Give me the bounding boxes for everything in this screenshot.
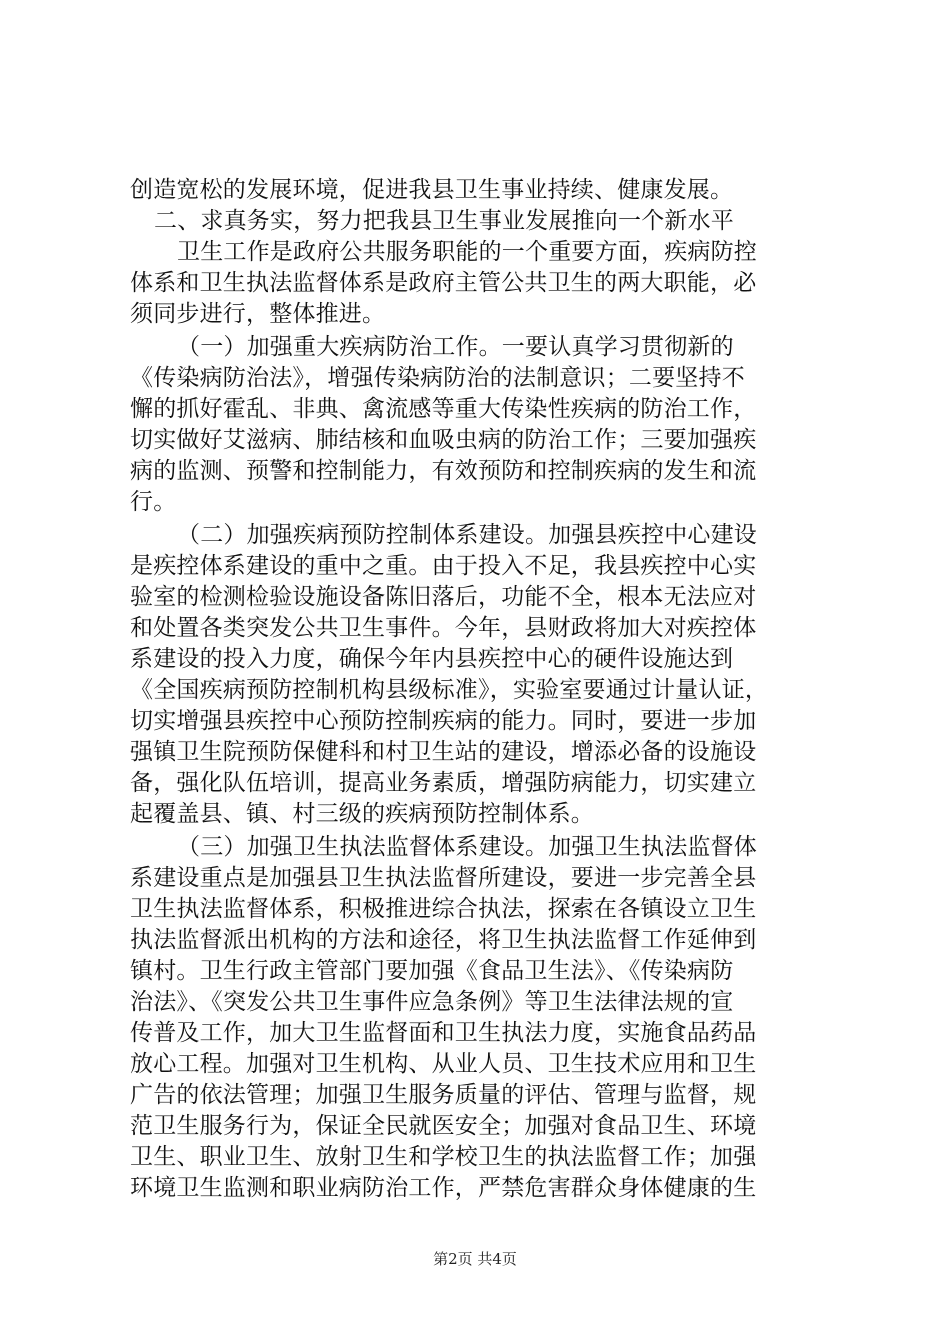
text-line: 放心工程。加强对卫生机构、从业人员、卫生技术应用和卫生	[130, 1051, 757, 1077]
text-line: 备，强化队伍培训，提高业务素质，增强防病能力，切实建立	[130, 770, 757, 796]
text-line: 创造宽松的发展环境，促进我县卫生事业持续、健康发展。	[130, 177, 734, 203]
text-line: 强镇卫生院预防保健科和村卫生站的建设，增添必备的设施设	[130, 739, 757, 765]
subsection-heading: （二）加强疾病预防控制体系建设。加强县疾控中心建设	[177, 522, 757, 548]
text-line: 环境卫生监测和职业病防治工作，严禁危害群众身体健康的生	[130, 1175, 757, 1201]
text-line: 执法监督派出机构的方法和途径，将卫生执法监督工作延伸到	[130, 927, 757, 953]
text-line: 体系和卫生执法监督体系是政府主管公共卫生的两大职能，必	[130, 270, 757, 296]
text-line: 镇村。卫生行政主管部门要加强《食品卫生法》、《传染病防	[130, 958, 734, 984]
text-line: 切实增强县疾控中心预防控制疾病的能力。同时，要进一步加	[130, 708, 757, 734]
text-line: 治法》、《突发公共卫生事件应急条例》等卫生法律法规的宣	[130, 989, 734, 1015]
text-line: 系建设的投入力度，确保今年内县疾控中心的硬件设施达到	[130, 646, 734, 672]
text-line: 病的监测、预警和控制能力，有效预防和控制疾病的发生和流	[130, 458, 757, 484]
text-line: 验室的检测检验设施设备陈旧落后，功能不全，根本无法应对	[130, 584, 757, 610]
subsection-heading: （三）加强卫生执法监督体系建设。加强卫生执法监督体	[177, 834, 757, 860]
text-line: 须同步进行，整体推进。	[130, 301, 386, 327]
text-line: 懈的抓好霍乱、非典、禽流感等重大传染性疾病的防治工作，	[130, 396, 757, 422]
text-line: 卫生执法监督体系，积极推进综合执法，探索在各镇设立卫生	[130, 896, 757, 922]
text-line: 卫生、职业卫生、放射卫生和学校卫生的执法监督工作；加强	[130, 1144, 757, 1170]
text-line: 和处置各类突发公共卫生事件。今年，县财政将加大对疾控体	[130, 615, 757, 641]
text-line: 系建设重点是加强县卫生执法监督所建设，要进一步完善全县	[130, 865, 757, 891]
subsection-heading: （一）加强重大疾病防治工作。一要认真学习贯彻新的	[177, 334, 734, 360]
text-line: 起覆盖县、镇、村三级的疾病预防控制体系。	[130, 801, 594, 827]
text-line: 行。	[130, 489, 177, 515]
section-heading: 二、求真务实，努力把我县卫生事业发展推向一个新水平	[154, 208, 734, 234]
text-line: 传普及工作，加大卫生监督面和卫生执法力度，实施食品药品	[130, 1020, 757, 1046]
text-line: 卫生工作是政府公共服务职能的一个重要方面，疾病防控	[177, 239, 757, 265]
text-line: 广告的依法管理；加强卫生服务质量的评估、管理与监督，规	[130, 1082, 757, 1108]
text-line: 范卫生服务行为，保证全民就医安全；加强对食品卫生、环境	[130, 1113, 757, 1139]
text-line: 《传染病防治法》，增强传染病防治的法制意识；二要坚持不	[130, 365, 745, 391]
text-line: 切实做好艾滋病、肺结核和血吸虫病的防治工作；三要加强疾	[130, 427, 757, 453]
text-line: 是疾控体系建设的重中之重。由于投入不足，我县疾控中心实	[130, 553, 757, 579]
text-line: 《全国疾病预防控制机构县级标准》，实验室要通过计量认证，	[130, 677, 769, 703]
page-number-footer: 第2页 共4页	[433, 1250, 517, 1268]
